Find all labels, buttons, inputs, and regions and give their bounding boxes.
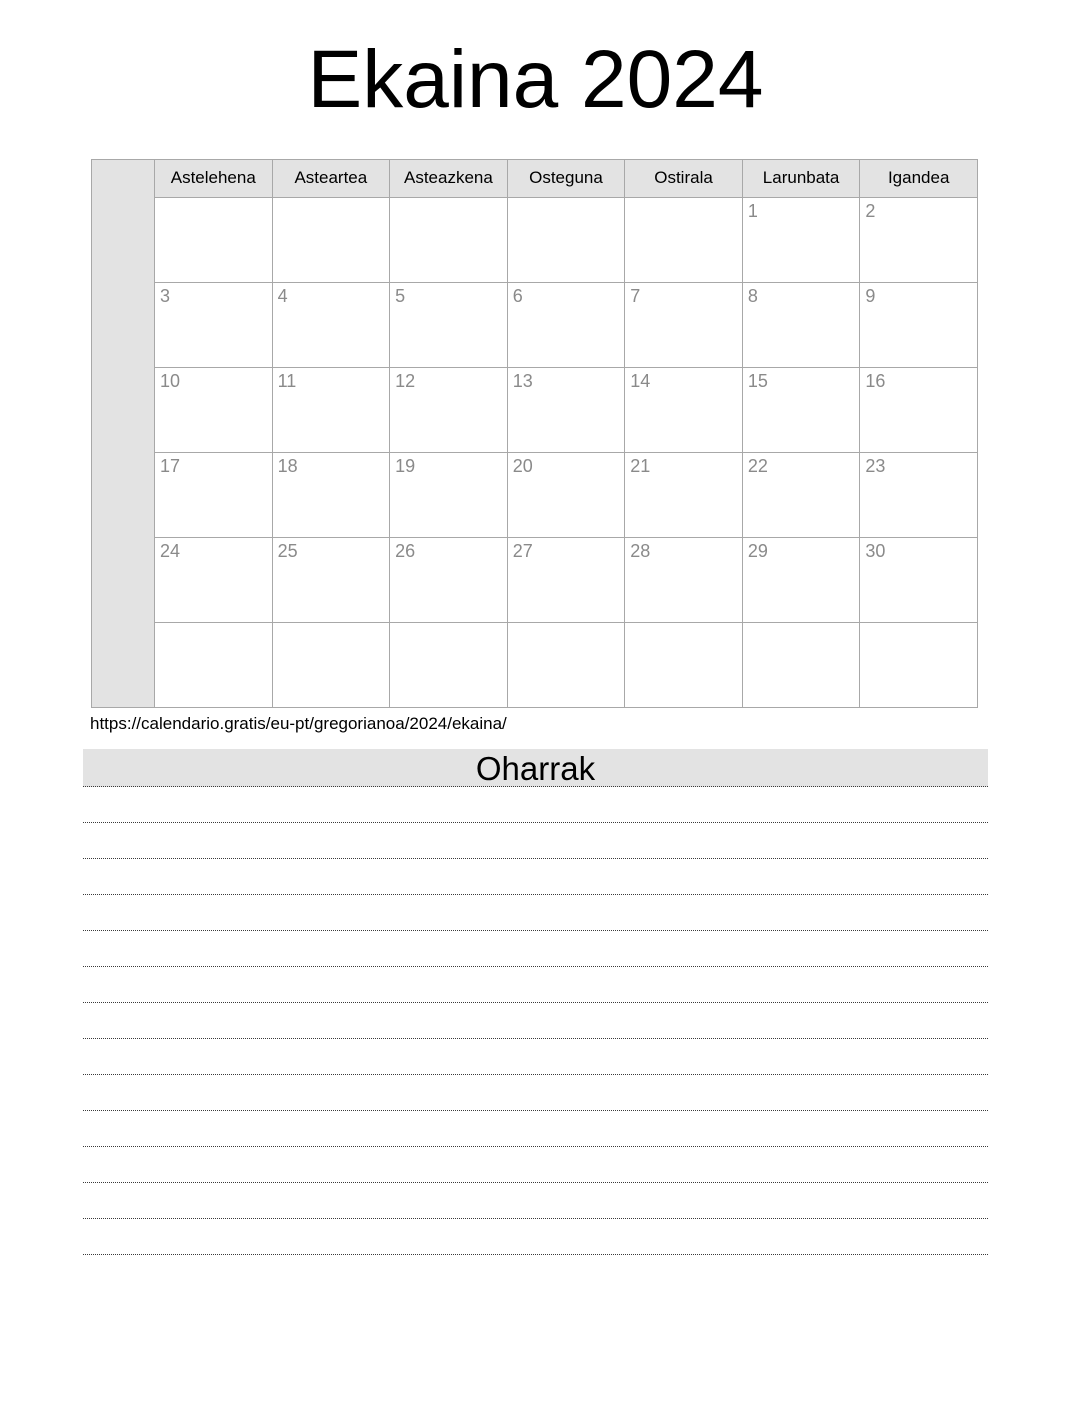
day-cell [390,197,508,282]
day-cell: 19 [390,452,508,537]
notes-lines [83,787,988,1255]
day-cell [390,622,508,707]
day-cell: 30 [860,537,978,622]
week-row [92,282,978,367]
source-url: https://calendario.gratis/eu-pt/gregorianoa/2024/ekaina/ [90,713,507,733]
calendar-table [91,159,978,708]
day-cell: 20 [507,452,625,537]
day-cell: 14 [625,367,743,452]
day-cell: 11 [272,367,390,452]
note-line [83,967,988,1003]
note-line [83,787,988,823]
weekday-header-row [92,159,978,197]
day-cell: 12 [390,367,508,452]
day-cell [155,197,273,282]
calendar-side-gutter [92,159,155,707]
weekday-header: Igandea [860,159,978,197]
day-cell [507,197,625,282]
day-cell: 8 [742,282,860,367]
day-cell: 26 [390,537,508,622]
day-cell [155,622,273,707]
day-cell: 6 [507,282,625,367]
note-line [83,1111,988,1147]
note-line [83,1183,988,1219]
notes-title: Oharrak [83,749,988,787]
week-row [92,197,978,282]
weekday-header: Osteguna [507,159,625,197]
day-cell: 27 [507,537,625,622]
day-cell: 28 [625,537,743,622]
day-cell: 18 [272,452,390,537]
weekday-header: Larunbata [742,159,860,197]
note-line [83,1219,988,1255]
weekday-header: Ostirala [625,159,743,197]
day-cell: 17 [155,452,273,537]
day-cell: 16 [860,367,978,452]
day-cell: 10 [155,367,273,452]
day-cell [507,622,625,707]
day-cell: 21 [625,452,743,537]
day-cell [742,622,860,707]
day-cell: 7 [625,282,743,367]
day-cell: 24 [155,537,273,622]
note-line [83,1039,988,1075]
week-row [92,452,978,537]
week-row [92,537,978,622]
day-cell [860,622,978,707]
notes-section [83,749,988,1255]
day-cell: 25 [272,537,390,622]
week-row [92,622,978,707]
day-cell: 3 [155,282,273,367]
day-cell [625,622,743,707]
day-cell: 29 [742,537,860,622]
page [0,36,1071,1255]
day-cell [272,197,390,282]
note-line [83,1147,988,1183]
day-cell: 4 [272,282,390,367]
note-line [83,823,988,859]
day-cell: 23 [860,452,978,537]
note-line [83,895,988,931]
day-cell [625,197,743,282]
day-cell: 1 [742,197,860,282]
page-title: Ekaina 2024 [307,34,764,125]
weekday-header: Asteazkena [390,159,508,197]
day-cell: 2 [860,197,978,282]
day-cell: 9 [860,282,978,367]
note-line [83,1003,988,1039]
weekday-header: Asteartea [272,159,390,197]
day-cell: 15 [742,367,860,452]
week-row [92,367,978,452]
day-cell: 22 [742,452,860,537]
note-line [83,1075,988,1111]
weekday-header: Astelehena [155,159,273,197]
day-cell: 5 [390,282,508,367]
day-cell: 13 [507,367,625,452]
note-line [83,859,988,895]
day-cell [272,622,390,707]
note-line [83,931,988,967]
